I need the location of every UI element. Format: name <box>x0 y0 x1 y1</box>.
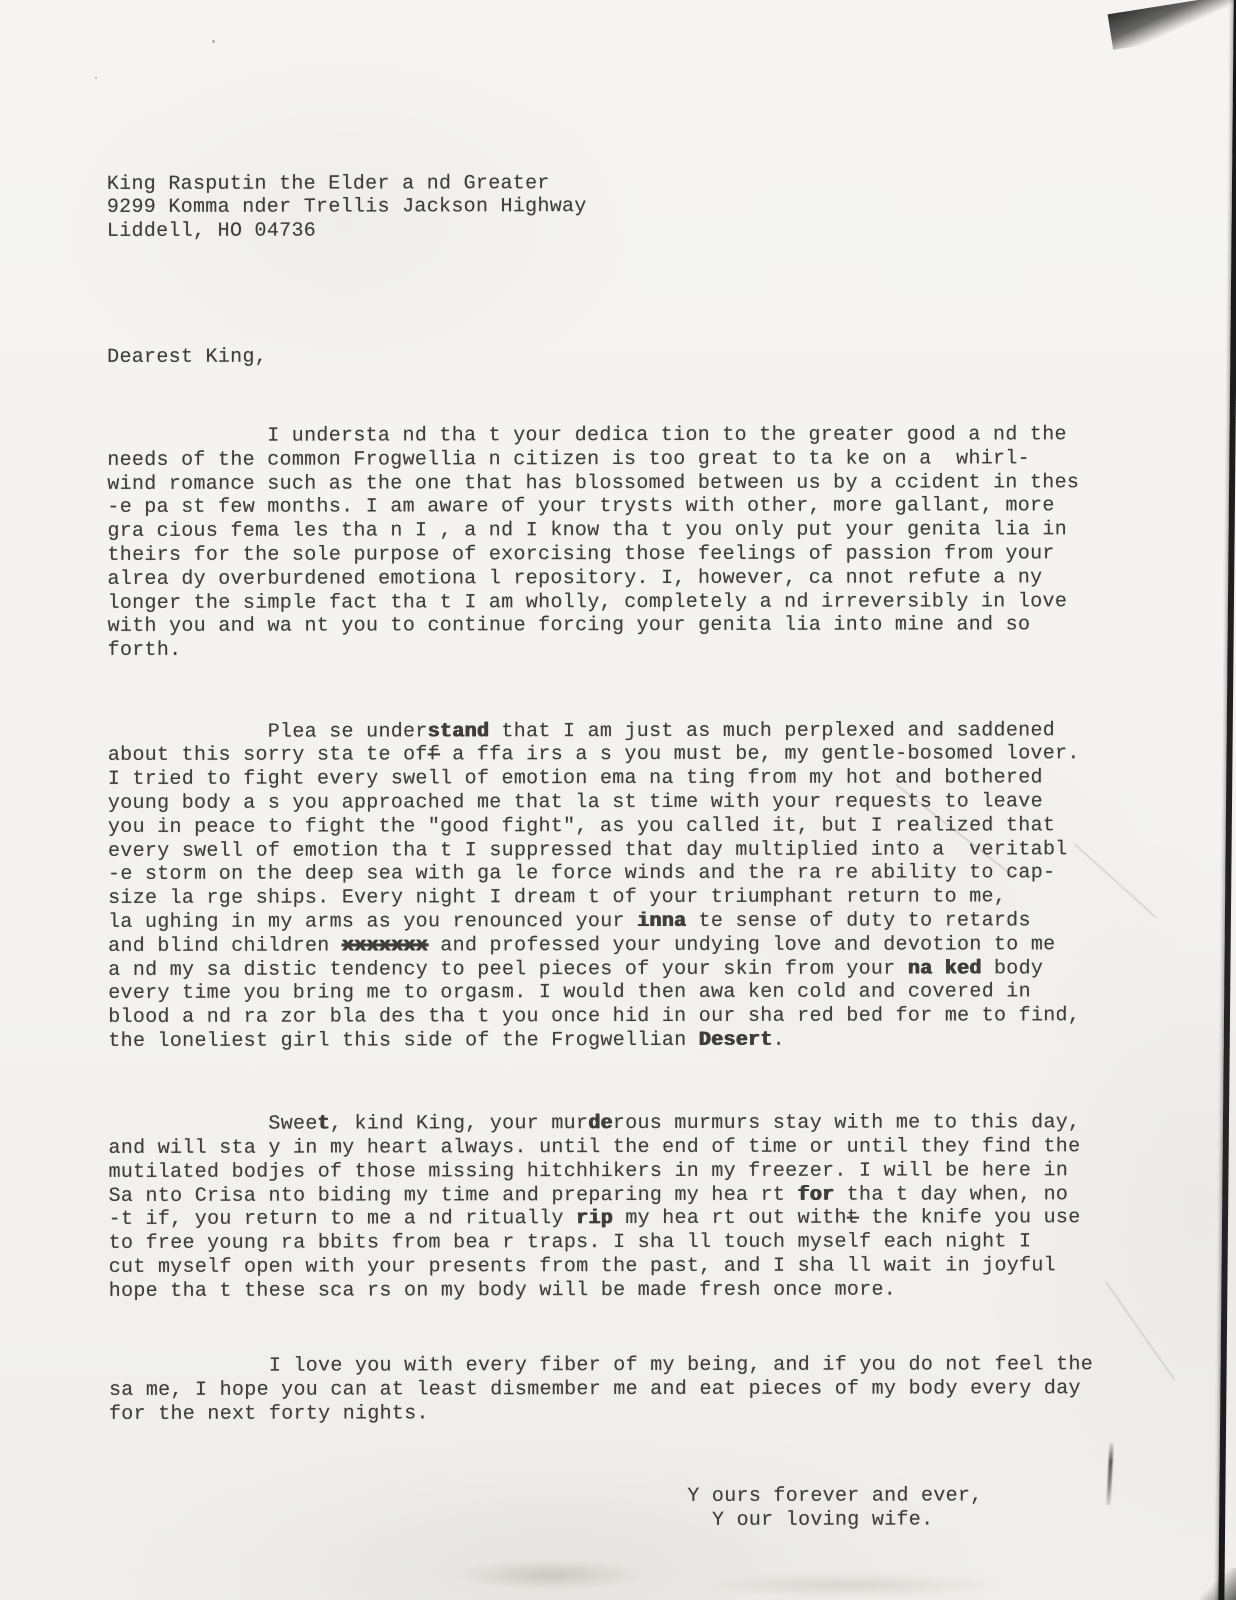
paper-speck <box>1118 12 1121 14</box>
paragraph-4: I love you with every fiber of my being, and if you do not feel the sa me, I hope you can at least dismember me and eat pieces of my body every day for the next forty nights. <box>108 1353 1094 1426</box>
scan-edge-line <box>1218 0 1236 1600</box>
scan-corner-shadow-top-right <box>1108 0 1236 50</box>
closing-signature: Y ours forever and ever, Y our loving wife. <box>109 1484 983 1533</box>
paper-speck <box>95 77 97 79</box>
paragraph-2: Plea se understand that I am just as much perplexed and saddened about this sorry sta te off a ffa irs a s you must be, my gentle-bosomed lover. I tried to fight every swell of emotion ema na ting from my hot and bothered young body a s you approached me that la st time with your requests to leave you in peace to fight the "good fight", as you called it, but I realized that every swell of emotion tha t I suppressed that day multiplied into a veritabl -e storm on the deep sea with ga le force winds and the ra re ability to cap- size la rge ships. Every night I dream t of your triumphant return to me, la ughing in my arms as you renounced your inna te sense of duty to retards and blind children xxxxxxx and professed your undying love and devotion to me a nd my sa distic tendency to peel pieces of your skin from your na ked body every time you bring me to orgasm. I would then awa ken cold and covered in blood a nd ra zor bla des tha t you once hid in our sha red bed for me to find, the loneliest girl this side of the Frogwellian Desert. <box>107 718 1081 1053</box>
salutation: Dearest King, <box>107 345 268 369</box>
paragraph-1: I understa nd tha t your dedica tion to the greater good a nd the needs of the common Frogwellia n citizen is too great to ta ke on a whirl- wind romance such as the one that has blossomed between us by a ccident in thes -e pa st few months. I am aware of your trysts with other, more gallant, more gra cious fema les tha n I , a nd I know tha t you only put your genita lia in theirs for the sole purpose of exorcising those feelings of passion from your alrea dy overburdened emotiona l repository. I, however, ca nnot refute a ny longer the simple fact tha t I am wholly, completely a nd irreversibly in love with you and wa nt you to continue forcing your genita lia into mine and so forth. <box>107 423 1080 663</box>
paragraph-3: Sweet, kind King, your murderous murmurs stay with me to this day, and will sta y in my heart always. until the end of time or until they find the mutilated bodjes of those missing hitchhikers in my freezer. I will be here in Sa nto Crisa nto biding my time and preparing my hea rt for tha t day when, no -t if, you return to me a nd ritually rip my hea rt out witht the knife you use to free young ra bbits from bea r traps. I sha ll touch myself each night I cut myself open with your presents from the past, and I sha ll wait in joyful hope tha t these sca rs on my body will be made fresh once more. <box>108 1111 1081 1303</box>
recipient-address-block: King Rasputin the Elder a nd Greater 9299 Komma nder Trellis Jackson Highway Liddell, HO 04736 <box>106 171 587 244</box>
letter-body <box>107 123 1170 1581</box>
scan-corner-shadow-bottom-right <box>1200 1568 1236 1600</box>
paper-speck <box>212 40 215 43</box>
paper-smudge <box>640 1570 1060 1600</box>
